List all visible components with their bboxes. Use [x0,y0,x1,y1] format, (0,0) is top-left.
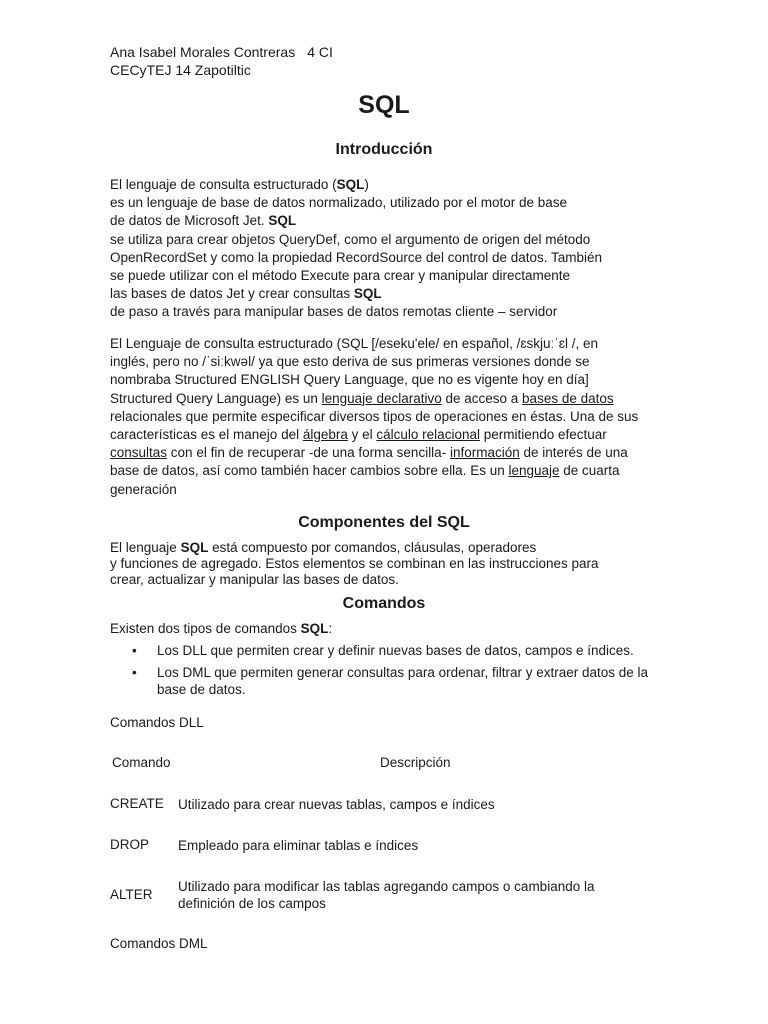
col-description: Descripción [380,755,451,770]
link-informacion[interactable]: información [449,445,520,461]
command-name: ALTER [110,887,153,902]
link-lenguaje[interactable]: lenguaje [508,463,560,479]
dml-label: Comandos DML [110,936,208,951]
text-line: OpenRecordSet y como la propiedad RecordSource del control de datos. También [110,249,603,265]
page-title: SQL [358,91,410,119]
col-command: Comando [112,755,171,770]
sql-bold: SQL [180,540,209,555]
command-name: CREATE [110,796,164,811]
list-item-text: Los DML que permiten generar consultas para ordenar, filtrar y extraer datos de la base de datos. [157,664,649,697]
intro-paragraph-2 [110,335,640,499]
school-name: CECyTEJ 14 Zapotiltic [110,62,251,78]
commands-intro [110,621,332,636]
text-run: ) [364,177,369,192]
link-algebra[interactable]: álgebra [302,427,348,443]
text-run: y el [347,427,377,443]
bullet-icon: • [132,643,137,658]
text-run: de interés de una base de datos, así como también hacer cambios sobre ella. Es un [110,445,628,479]
sql-bold: SQL [300,621,329,636]
link-consultas[interactable]: consultas [110,445,168,461]
command-description: Empleado para eliminar tablas e índices [178,838,419,853]
table-row [110,796,638,813]
text-run: con el fin de recuperar -de una forma sencilla- [167,445,450,461]
text-run: de acceso a [441,390,523,406]
link-calculo-relacional[interactable]: cálculo relacional [376,427,480,443]
author-name: Ana Isabel Morales Contreras [110,44,296,60]
text-run: de datos de Microsoft Jet. [110,213,265,229]
text-line: es un lenguaje de base de datos normalizado, utilizado por el motor de base [110,195,568,211]
text-run: El lenguaje de consulta estructurado ( [110,177,337,192]
text-line: se utiliza para crear objetos QueryDef, como el argumento de origen del método [110,231,591,247]
text-line: de paso a través para manipular bases de datos remotas cliente – servidor [110,304,558,320]
heading-componentes: Componentes del SQL [298,514,470,531]
heading-comandos: Comandos [342,595,426,612]
link-bases-de-datos[interactable]: bases de datos [522,390,614,406]
text-line: y funciones de agregado. Estos elementos se combinan en las instrucciones para [110,556,599,572]
command-description: Utilizado para modificar las tablas agregando campos o cambiando la definición de los campos [178,879,595,911]
sql-bold: SQL [353,286,382,302]
text-run: El Lenguaje de consulta estructurado (SQL [/eseku'ele/ en español, /ɛskjuːˈɛl /, en inglés, pero no /ˈsiːkwəl/ ya que esto deriva de sus primeras versiones donde se nombraba Structured ENGLISH Query Language, que no es vigente hoy en día] Structured Query Language) es un [110,336,598,406]
table-header [112,755,451,770]
grade: 4 CI [307,44,333,60]
text-line: se puede utilizar con el método Execute para crear y manipular directamente [110,268,570,284]
bullet-icon: • [132,664,137,680]
sql-bold: SQL [268,213,297,229]
heading-introduccion: Introducción [335,141,433,158]
text-run: El lenguaje [110,540,181,555]
document-header [110,43,333,79]
text-run: : [328,621,333,636]
text-run: está compuesto por comandos, cláusulas, operadores [208,540,537,555]
text-run: relacionales que permite especificar diversos tipos de operaciones en éstas. Una de sus características es el manejo del [110,408,639,443]
table-row [110,837,638,854]
list-item [110,664,677,699]
text-run: permitiendo efectuar [479,427,607,443]
list-item [110,642,677,660]
table-row [110,878,638,912]
author-line [110,43,333,61]
text-run: Existen dos tipos de comandos [110,621,301,636]
dll-label: Comandos DLL [110,715,204,730]
intro-paragraph-1 [110,176,670,322]
command-name: DROP [110,837,150,852]
command-description: Utilizado para crear nuevas tablas, campos e índices [178,797,495,812]
command-types-list [110,642,677,703]
components-paragraph [110,540,670,589]
text-run: de cuarta generación [110,463,620,497]
list-item-text: Los DLL que permiten crear y definir nuevas bases de datos, campos e índices. [157,643,634,658]
sql-bold: SQL [336,177,365,192]
link-lenguaje-declarativo[interactable]: lenguaje declarativo [321,390,442,406]
text-line: crear, actualizar y manipular las bases de datos. [110,572,399,588]
text-run: las bases de datos Jet y crear consultas [110,286,351,302]
